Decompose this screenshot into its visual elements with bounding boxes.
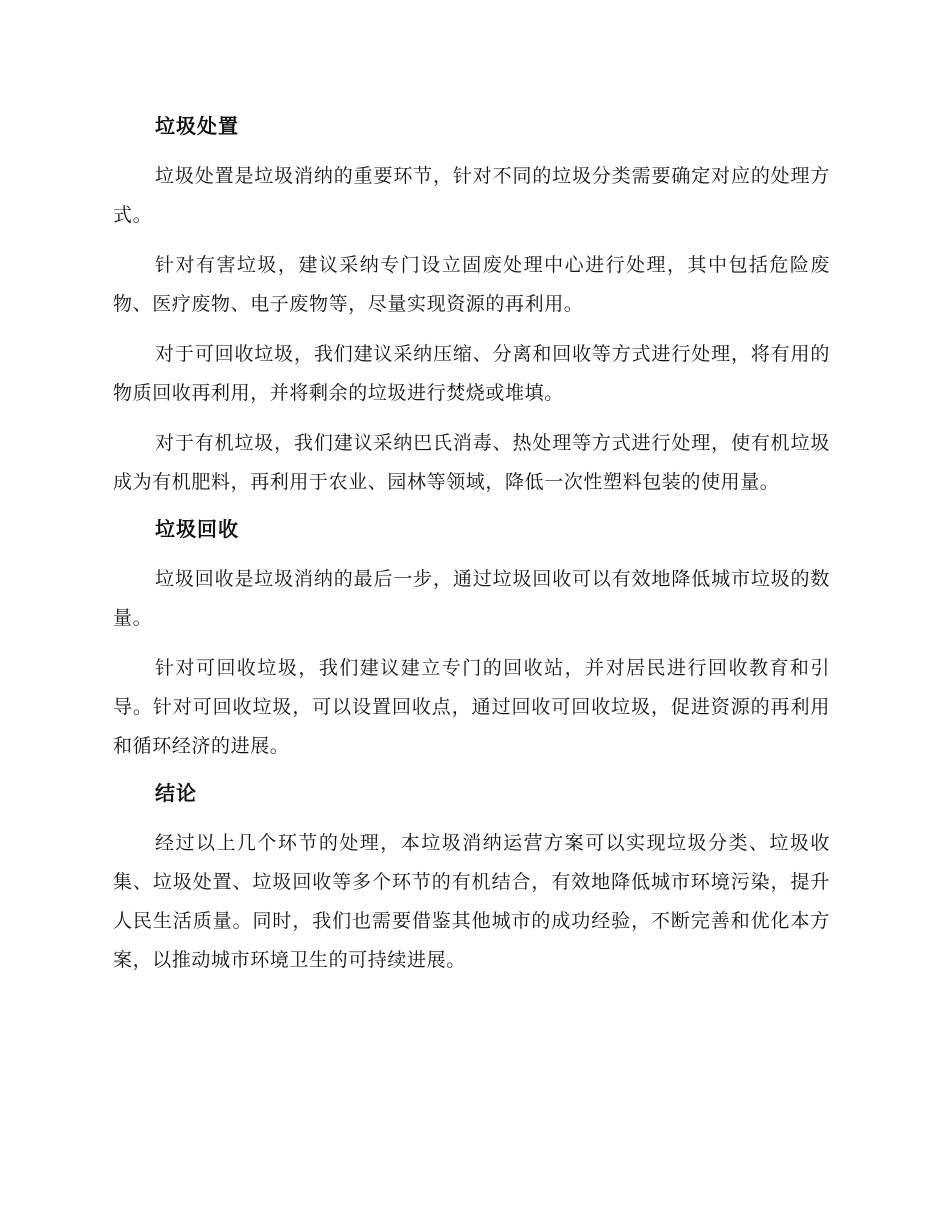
paragraph: 垃圾回收是垃圾消纳的最后一步，通过垃圾回收可以有效地降低城市垃圾的数量。	[113, 568, 830, 629]
section-heading-conclusion: 结论	[155, 781, 197, 805]
paragraph: 针对可回收垃圾，我们建议建立专门的回收站，并对居民进行回收教育和引导。针对可回收垃圾，可以设置回收点，通过回收可回收垃圾，促进资源的再利用和循环经济的进展。	[113, 657, 830, 757]
paragraph: 对于可回收垃圾，我们建议采纳压缩、分离和回收等方式进行处理，将有用的物质回收再利用，并将剩余的垃圾进行焚烧或堆填。	[113, 343, 830, 404]
paragraph: 对于有机垃圾，我们建议采纳巴氏消毒、热处理等方式进行处理，使有机垃圾成为有机肥料，再利用于农业、园林等领域，降低一次性塑料包装的使用量。	[113, 432, 830, 493]
paragraph: 针对有害垃圾，建议采纳专门设立固废处理中心进行处理，其中包括危险废物、医疗废物、电子废物等，尽量实现资源的再利用。	[113, 254, 830, 315]
section-heading-disposal: 垃圾处置	[155, 114, 239, 138]
paragraph: 垃圾处置是垃圾消纳的重要环节，针对不同的垃圾分类需要确定对应的处理方式。	[113, 165, 830, 226]
section-heading-recycling: 垃圾回收	[155, 517, 239, 541]
paragraph: 经过以上几个环节的处理，本垃圾消纳运营方案可以实现垃圾分类、垃圾收集、垃圾处置、垃圾回收等多个环节的有机结合，有效地降低城市环境污染，提升人民生活质量。同时，我们也需要借鉴其他城市的成功经验，不断完善和优化本方案，以推动城市环境卫生的可持续进展。	[113, 832, 830, 971]
